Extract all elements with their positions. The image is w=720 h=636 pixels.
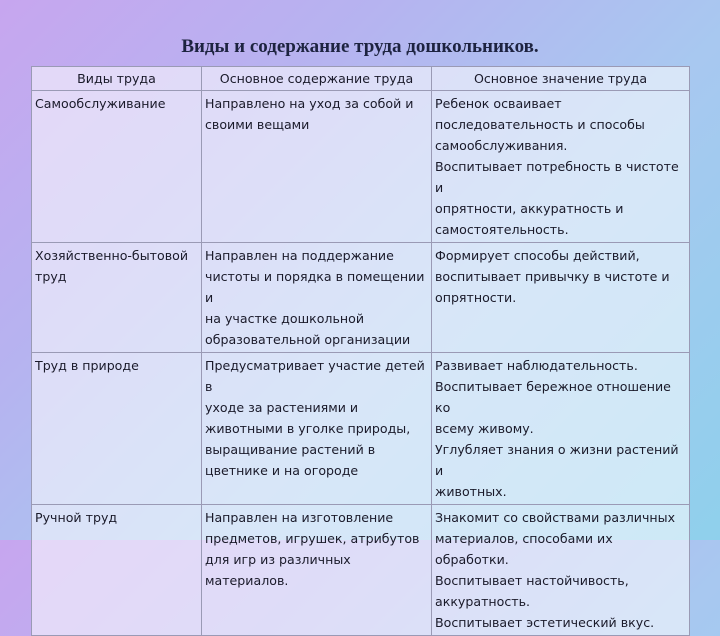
header-labor-type: Виды труда	[32, 67, 202, 91]
content-cell: Направлен на изготовление предметов, игрушек, атрибутов для игр из различных материалов.	[202, 505, 432, 636]
labor-type-cell: Ручной труд	[32, 505, 202, 636]
table-row	[32, 243, 690, 353]
content-cell: Предусматривает участие детей в уходе за растениями и животными в уголке природы, выращивание растений в цветнике и на огороде	[202, 353, 432, 505]
meaning-cell: Ребенок осваивает последовательность и способы самообслуживания. Воспитывает потребность в чистоте и опрятности, аккуратность и самостоятельность.	[432, 91, 690, 243]
labor-types-table	[31, 66, 690, 636]
meaning-cell: Формирует способы действий, воспитывает привычку в чистоте и опрятности.	[432, 243, 690, 353]
table-row	[32, 353, 690, 505]
table-row	[32, 505, 690, 636]
meaning-cell: Знакомит со свойствами различных материалов, способами их обработки. Воспитывает настойчивость, аккуратность. Воспитывает эстетический вкус.	[432, 505, 690, 636]
content-cell: Направлен на поддержание чистоты и порядка в помещении и на участке дошкольной образовательной организации	[202, 243, 432, 353]
table-header-row	[32, 67, 690, 91]
labor-type-cell: Самообслуживание	[32, 91, 202, 243]
content-cell: Направлено на уход за собой и своими вещами	[202, 91, 432, 243]
page-title: Виды и содержание труда дошкольников.	[181, 36, 539, 57]
header-main-content: Основное содержание труда	[202, 67, 432, 91]
labor-type-cell: Труд в природе	[32, 353, 202, 505]
labor-type-cell: Хозяйственно-бытовой труд	[32, 243, 202, 353]
header-main-meaning: Основное значение труда	[432, 67, 690, 91]
table-row	[32, 91, 690, 243]
meaning-cell: Развивает наблюдательность. Воспитывает бережное отношение ко всему живому. Углубляет знания о жизни растений и животных.	[432, 353, 690, 505]
